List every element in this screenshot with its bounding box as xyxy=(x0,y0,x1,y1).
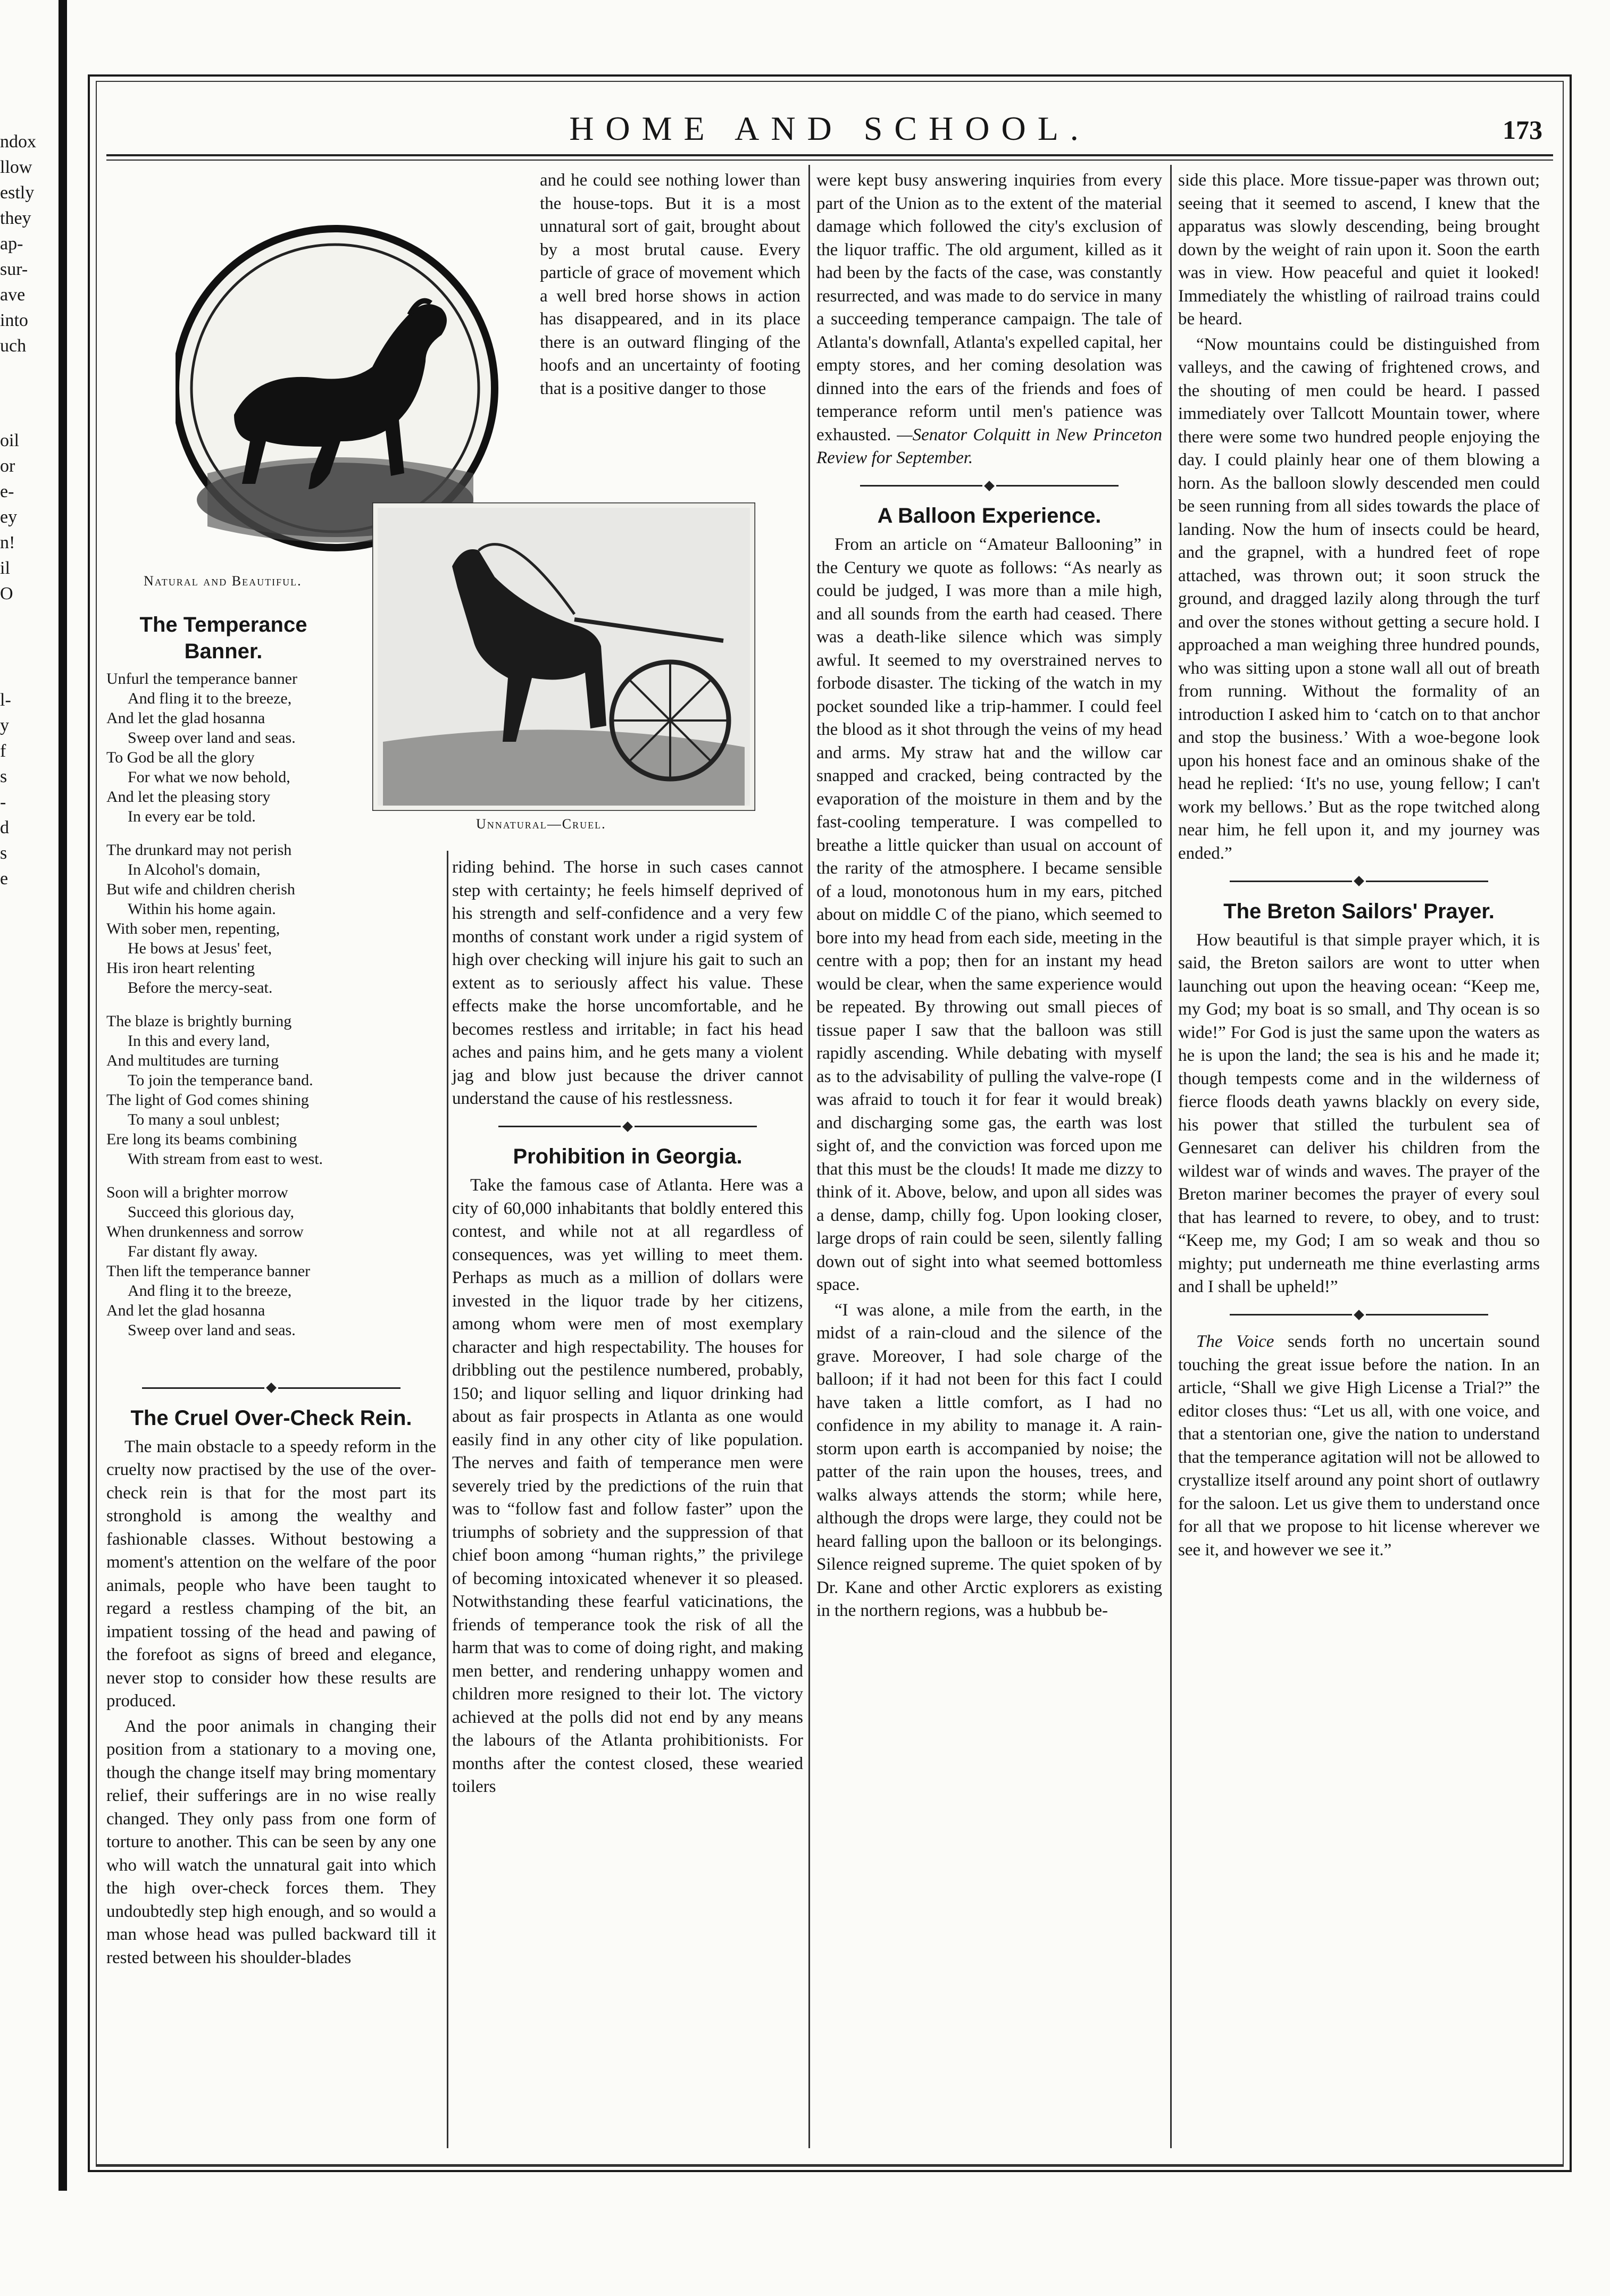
poem-line: In Alcohol's domain, xyxy=(128,861,261,878)
poem-line: To join the temperance band. xyxy=(128,1071,313,1089)
prev-page-fragment: n! xyxy=(0,533,15,552)
georgia-citation: —Senator Colquitt in New Princeton Review for September. xyxy=(816,425,1162,467)
page-gutter-shadow xyxy=(59,0,67,2191)
prev-page-fragment: llow xyxy=(0,157,32,177)
georgia-paragraph-1: Take the famous case of Atlanta. Here was a city of 60,000 inhabitants that boldly entered this contest, and while not at all regardless of consequences, was yet willing to meet them. Perhaps as much as a million of dollars were invested in the liquor trade by her citizens, among whom were men of most exemplary character and high respectability. The houses for dribbling out the pestilence numbered, probably, 150; and liquor selling and liquor drinking had about as fair prospects in Atlanta as one would easily find in any other city of like population. The nerves and faith of temperance men were severely tried by the predictions of the ruin that was to “follow fast and follow faster” upon the triumphs of sobriety and the suppression of that chief boon among “human rights,” the privilege of becoming intoxicated whenever it so pleased. Notwithstanding these fearful vaticinations, the friends of temperance took the risk of all the harm that was to come of doing right, and making men better, and rendering unhappy women and children more resigned to their lot. The victory achieved at the polls did not end by any means the labours of the Atlanta prohibitionists. For months after the contest closed, these wearied toilers xyxy=(452,1176,803,1796)
column-rule-3 xyxy=(1170,165,1172,2148)
temperance-banner-poem xyxy=(106,669,340,1340)
prev-page-fragment: sur- xyxy=(0,259,28,279)
header-rule-thin xyxy=(106,160,1553,161)
column-4 xyxy=(1178,169,1540,1564)
prev-page-fragment: or xyxy=(0,456,15,476)
voice-paragraph xyxy=(1178,1330,1540,1562)
balloon-paragraph-3: “Now mountains could be distinguished from valleys, and the cawing of frightened crows, and the shouting of men could be heard. I passed immediately over Tallcott Mountain tower, where there were some two hundred people enjoying the day. I could plainly hear one of them blowing a horn. As the balloon slowly descended men could be seen running from all sides towards the place of landing. Now the hum of insects could be heard, and the grapnel, with a hundred feet of rope attached, was thrown out; it soon struck the ground, and dragged lazily along through the turf and over the stones without getting a secure hold. I approached a man weighing three hundred pounds, who was sitting upon a stone wall all out of breath from running. Without the formality of an introduction I asked him to ‘catch on to that anchor and stop the business.’ With a woe-begone look upon his honest face and an ominous shake of the head he replied: ‘It's no use, young fellow; I can't work my bellows.’ But as the rope twitched along near him, he fell upon it, and my journey was ended.” xyxy=(1178,334,1540,863)
prev-page-fragment: O xyxy=(0,584,13,604)
over-check-heading: The Cruel Over-Check Rein. xyxy=(130,1406,412,1430)
prev-page-fragment: oil xyxy=(0,431,19,450)
poem-line: The blaze is brightly burning xyxy=(106,1012,292,1030)
poem-line: And fling it to the breeze, xyxy=(128,1282,292,1300)
prev-page-fragment: d xyxy=(0,818,9,837)
section-divider xyxy=(816,474,1162,498)
horse-overcheck-illustration xyxy=(372,502,755,811)
column-2-upper xyxy=(540,169,800,403)
prev-page-fragment: l- xyxy=(0,690,11,710)
poem-line: And let the glad hosanna xyxy=(106,709,265,727)
figure-caption-natural xyxy=(144,573,302,589)
prev-page-fragment: - xyxy=(0,792,6,812)
prev-page-fragment: ey xyxy=(0,507,18,527)
poem-line: Sweep over land and seas. xyxy=(128,729,296,747)
poem-line: Within his home again. xyxy=(128,900,276,918)
voice-paragraph-text: sends forth no uncertain sound touching the great issue before the nation. In an article, “Shall we give High License a Trial?” the editor closes thus: “Let us all, with one voice, and that a stentorian one, give the nation to understand that the temperance agitation will not be allowed to crystallize itself around any point short of outlawry for the saloon. Let us give them to understand once for all that we propose to hit license wherever we see it, and however we see it.” xyxy=(1178,1332,1540,1560)
poem-line: Ere long its beams combining xyxy=(106,1130,297,1148)
poem-line: And multitudes are turning xyxy=(106,1052,279,1069)
georgia-heading: Prohibition in Georgia. xyxy=(513,1145,743,1168)
poem-line: Succeed this glorious day, xyxy=(128,1203,294,1221)
publication-title: HOME AND SCHOOL. xyxy=(569,110,1090,147)
section-divider xyxy=(1178,869,1540,893)
balloon-paragraph-2: “I was alone, a mile from the earth, in the midst of a rain-cloud and the silence of the grave. Moreover, I had sole charge of the balloon; if it had not been for this fact I could have taken a little comfort, as I had no confidence in my ability to manage it. A rain-storm upon earth is accompanied by noise; the patter of the rain upon the houses, trees, and walks always attends the storm; while here, although the drops were large, they could not be heard falling upon the balloon or its belongings. Silence reigned supreme. The quiet spoken of by Dr. Kane and other Arctic explorers as existing in the northern regions, was a hubbub be- xyxy=(816,1300,1162,1620)
poem-line: Soon will a brighter morrow xyxy=(106,1184,288,1201)
prev-page-fragment: f xyxy=(0,741,6,761)
poem-line: Before the mercy-seat. xyxy=(128,979,273,996)
poem-line: Unfurl the temperance banner xyxy=(106,670,297,688)
prev-page-fragment: ap- xyxy=(0,234,23,254)
caption-unnatural-text: Unnatural—Cruel. xyxy=(476,816,606,832)
prev-page-fragment: into xyxy=(0,311,28,330)
breton-paragraph-1: How beautiful is that simple prayer which, it is said, the Breton sailors are wont to utter when launching out upon the heaving ocean: “Keep me, my God; my boat is so small, and Thy ocean is so wide!” For God is just the same upon the waters as he is upon the land; the sea is his and he made it; though tempests come and in the wilderness of fierce floods death yawns blackly on every side, his power that stilled the turbulent sea of Gennesaret can deliver his children from the wildest war of winds and waves. The prayer of the Breton mariner becomes the prayer of every soul that has learned to revere, to obey, and to trust: “Keep me, my God; I am so weak and thou so mighty; put underneath me thine everlasting arms and I shall be upheld!” xyxy=(1178,930,1540,1296)
prev-page-fragment: s xyxy=(0,843,7,863)
prev-page-fragment: e xyxy=(0,869,9,889)
over-check-continuation-2: riding behind. The horse in such cases cannot step with certainty; he feels himself deprived of his strength and self-confidence and a very few months of constant work under a rigid system of high over checking will injure his gait to such an extent as to seriously affect his value. These effects make the horse uncomfortable, and he becomes restless and irritable; in fact his head aches and pains him, and he gets many a violent jag and blow just because the driver cannot understand the cause of his restlessness. xyxy=(452,858,803,1108)
poem-line: And let the pleasing story xyxy=(106,788,271,806)
poem-stanza xyxy=(106,840,340,998)
georgia-continuation-text: were kept busy answering inquiries from every part of the Union as to the extent of the material damage which followed the city's exclusion of the liquor traffic. The old argument, killed as it had been by the facts of the case, was constantly resurrected, and was made to do service in many a succeeding temperance campaign. The tale of Atlanta's downfall, Atlanta's expelled capital, her empty stores, and her coming desolation was dinned into the ears of the friends and foes of temperance reform until men's patience was exhausted. xyxy=(816,171,1162,445)
poem-line: Far distant fly away. xyxy=(128,1243,258,1260)
column-1-upper xyxy=(106,606,340,1354)
poem-line: His iron heart relenting xyxy=(106,959,255,977)
poem-line: And let the glad hosanna xyxy=(106,1302,265,1319)
prev-page-fragment: uch xyxy=(0,336,27,356)
section-divider xyxy=(452,1115,803,1138)
section-divider xyxy=(1178,1303,1540,1327)
running-header xyxy=(106,109,1553,152)
poem-stanza xyxy=(106,669,340,826)
poem-line: He bows at Jesus' feet, xyxy=(128,940,272,957)
poem-line: But wife and children cherish xyxy=(106,881,295,898)
balloon-continuation: side this place. More tissue-paper was thrown out; seeing that it seemed to ascend, I knew that the apparatus was slowly descending, being brought down by the weight of rain upon it. Soon the earth was in view. How peaceful and quiet it looked! Immediately the whistling of railroad trains could be heard. xyxy=(1178,171,1540,329)
balloon-heading: A Balloon Experience. xyxy=(877,504,1102,527)
poem-line: The light of God comes shining xyxy=(106,1091,309,1109)
georgia-continuation xyxy=(816,169,1162,470)
section-divider xyxy=(106,1376,436,1400)
poem-line: With stream from east to west. xyxy=(128,1150,323,1168)
over-check-continuation-1: and he could see nothing lower than the house-tops. But it is a most unnatural sort of gait, brought about by a most brutal cause. Every particle of grace of movement which a well bred horse shows in action has disappeared, and in its place there is an outward flinging of the hoofs and an uncertainty of footing that is a positive danger to those xyxy=(540,171,800,398)
poem-line: In this and every land, xyxy=(128,1032,270,1050)
footer-rule xyxy=(96,2165,1564,2167)
over-check-paragraph-1: The main obstacle to a speedy reform in the cruelty now practised by the use of the over-check rein is that for the most part its stronghold is among the wealthy and fashionable classes. Without bestowing a moment's attention on the welfare of the poor animals, people who have been taught to regard a restless champing of the bit, an impatient tossing of the head and pawing of the forefoot as signs of breed and elegance, never stop to consider how these results are produced. xyxy=(106,1437,436,1711)
balloon-paragraph-1: From an article on “Amateur Ballooning” in the Century we quote as follows: “As nearly as could be judged, I was more than a mile high, and all sounds from the earth had ceased. There was a death-like silence which was simply awful. It seemed to my overstrained nerves to forbode disaster. The ticking of the watch in my pocket sounded like a trip-hammer. I could feel the blood as it shot through the veins of my head and arms. My straw hat and the willow car snapped and cracked, being contracted by the evaporation of the moisture in them and by the fast-cooling temperature. I was compelled to breathe a little quicker than usual on account of the rarity of the atmosphere. I became sensible of a loud, monotonous hum in my ears, pitched about on middle C of the piano, which seemed to bore into my head from each side, meeting in the centre with a pop; then for an instant my head would be clear, when the same experience would be repeated. By throwing out small pieces of tissue paper I saw that the balloon was still rapidly ascending. While debating with myself as to the advisability of pulling the valve-rope (I was afraid to touch it for fear it would break) and discharging some gas, the earth was lost sight of, and the conviction was forced upon me that this must be the clouds! It made me dizzy to think of it. Above, below, and upon all sides was a dense, damp, chilly fog. Upon looking closer, large drops of rain could be seen, silently falling down out of sight into what seemed bottomless space. xyxy=(816,535,1162,1294)
poem-line: In every ear be told. xyxy=(128,808,256,825)
poem-line: The drunkard may not perish xyxy=(106,841,292,859)
column-2-lower xyxy=(452,856,803,1801)
header-rule xyxy=(106,154,1553,156)
prev-page-fragment: y xyxy=(0,716,9,735)
column-rule-1 xyxy=(447,851,448,2148)
prev-page-fragment: il xyxy=(0,558,10,578)
column-3 xyxy=(816,169,1162,1625)
caption-natural-text: Natural and Beautiful. xyxy=(144,573,302,589)
over-check-paragraph-2: And the poor animals in changing their position from a stationary to a moving one, though the change itself may bring momentary relief, their sufferings are in no wise really changed. They only pass from one form of torture to another. This can be seen by any one who will watch the unnatural gait into which the high over-check forces them. They undoubtedly step high enough, and so would a man whose head was pulled backward till it rested between his shoulder-blades xyxy=(106,1716,436,1967)
prev-page-fragment: they xyxy=(0,208,31,228)
voice-publication-name: The Voice xyxy=(1196,1332,1274,1351)
poem-line: And fling it to the breeze, xyxy=(128,690,292,707)
poem-line: With sober men, repenting, xyxy=(106,920,280,937)
poem-line: To many a soul unblest; xyxy=(128,1111,280,1128)
poem-stanza xyxy=(106,1183,340,1340)
column-rule-2 xyxy=(808,165,810,2148)
temperance-banner-heading: The Temperance Banner. xyxy=(139,613,307,663)
poem-line: For what we now behold, xyxy=(128,768,290,786)
figure-caption-unnatural xyxy=(476,816,606,832)
prev-page-fragment: e- xyxy=(0,482,14,501)
poem-stanza xyxy=(106,1011,340,1169)
poem-line: Then lift the temperance banner xyxy=(106,1262,311,1280)
poem-line: Sweep over land and seas. xyxy=(128,1321,296,1339)
poem-line: To God be all the glory xyxy=(106,749,255,766)
prev-page-fragment: ave xyxy=(0,285,26,305)
page-number: 173 xyxy=(1503,115,1542,145)
breton-heading: The Breton Sailors' Prayer. xyxy=(1223,899,1495,923)
prev-page-fragment: ndox xyxy=(0,132,36,152)
column-1-lower xyxy=(106,1372,436,1972)
prev-page-fragment: s xyxy=(0,767,7,786)
prev-page-fragment: estly xyxy=(0,183,35,203)
poem-line: When drunkenness and sorrow xyxy=(106,1223,304,1241)
